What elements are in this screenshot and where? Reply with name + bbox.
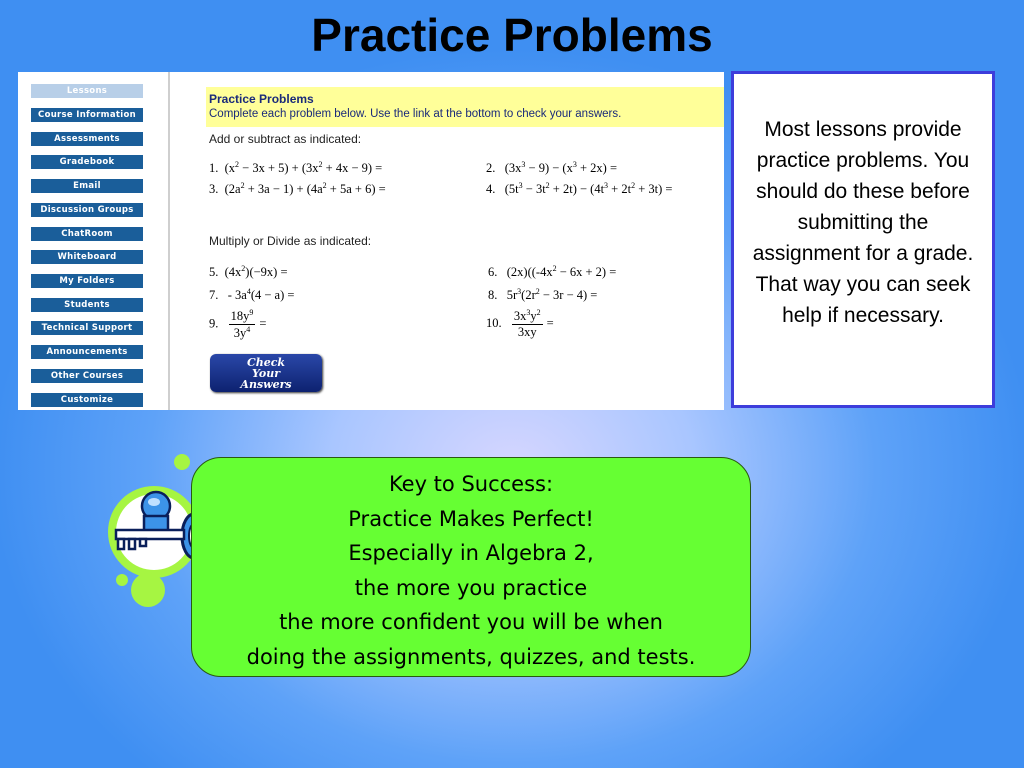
lms-screenshot bbox=[18, 72, 724, 410]
nav-gradebook[interactable]: Gradebook bbox=[31, 155, 143, 169]
problem-6: 6. $(2x)((-4x^2 - 6x + 2)$ = bbox=[488, 264, 617, 280]
check-answers-button[interactable] bbox=[210, 354, 322, 392]
nav-my-folders[interactable]: My Folders bbox=[31, 274, 143, 288]
key-line: the more confident you will be when bbox=[279, 610, 663, 634]
key-line: doing the assignments, quizzes, and tests. bbox=[246, 644, 696, 669]
nav-email[interactable]: Email bbox=[31, 179, 143, 193]
problem-7: 7. - $3a^4(4 - a)$ = bbox=[209, 287, 295, 303]
problem-3: 3. $(2a^2 + 3a - 1) + (4a^2 + 5a + 6)$ = bbox=[209, 181, 386, 197]
course-nav bbox=[18, 72, 170, 410]
key-line: Especially in Algebra 2, bbox=[348, 541, 594, 565]
check-answers-line-2: Your bbox=[251, 367, 281, 380]
nav-customize[interactable]: Customize bbox=[31, 393, 143, 407]
nav-lessons[interactable]: Lessons bbox=[31, 84, 143, 98]
nav-assessments[interactable]: Assessments bbox=[31, 132, 143, 146]
slide-title: Practice Problems bbox=[311, 9, 713, 61]
nav-students[interactable]: Students bbox=[31, 298, 143, 312]
section-multiply-divide: Multiply or Divide as indicated: bbox=[209, 234, 372, 248]
nav-course-information[interactable]: Course Information bbox=[31, 108, 143, 122]
problem-5: 5. $(4x^2)(-9x)$ = bbox=[209, 264, 288, 280]
practice-instructions: Complete each problem below. Use the link at the bottom to check your answers. bbox=[209, 108, 622, 120]
check-answers-line-1: Check bbox=[246, 356, 286, 369]
nav-other-courses[interactable]: Other Courses bbox=[31, 369, 143, 383]
key-heading: Key to Success: bbox=[388, 472, 554, 496]
check-answers-line-3: Answers bbox=[240, 378, 292, 391]
note-text: Most lessons provide practice problems. You should do these before submitting the assignment for a grade. That way you can seek help if necessary. bbox=[752, 118, 974, 327]
key-to-success bbox=[191, 457, 751, 677]
nav-announcements[interactable]: Announcements bbox=[31, 345, 143, 359]
problem-10: 10. $\frac{3x^3y^2}{3xy}$ = bbox=[486, 308, 554, 340]
nav-whiteboard[interactable]: Whiteboard bbox=[31, 250, 143, 264]
nav-chatroom[interactable]: ChatRoom bbox=[31, 227, 143, 241]
problem-1: 1. $(x^2 - 3x + 5) + (3x^2 + 4x - 9)$ = bbox=[209, 160, 383, 176]
problem-4: 4. $(5t^3 - 3t^2 + 2t) - (4t^3 + 2t^2 + 3t)$ = bbox=[486, 181, 673, 197]
problem-2: 2. $(3x^3 - 9) - (x^3 + 2x)$ = bbox=[486, 160, 617, 176]
key-line: the more you practice bbox=[354, 575, 588, 600]
practice-title: Practice Problems bbox=[209, 92, 314, 106]
nav-technical-support[interactable]: Technical Support bbox=[31, 321, 143, 335]
problem-9: 9. $\frac{18y^9}{3y^4}$ = bbox=[209, 308, 267, 341]
lesson-content bbox=[170, 72, 724, 410]
nav-discussion-groups[interactable]: Discussion Groups bbox=[31, 203, 143, 217]
practice-header bbox=[206, 87, 724, 127]
problem-8: 8. $5r^3(2r^2 - 3r - 4)$ = bbox=[488, 287, 598, 303]
key-line: Practice Makes Perfect! bbox=[348, 506, 594, 531]
lesson-note bbox=[731, 71, 995, 408]
section-add-subtract: Add or subtract as indicated: bbox=[209, 132, 362, 146]
